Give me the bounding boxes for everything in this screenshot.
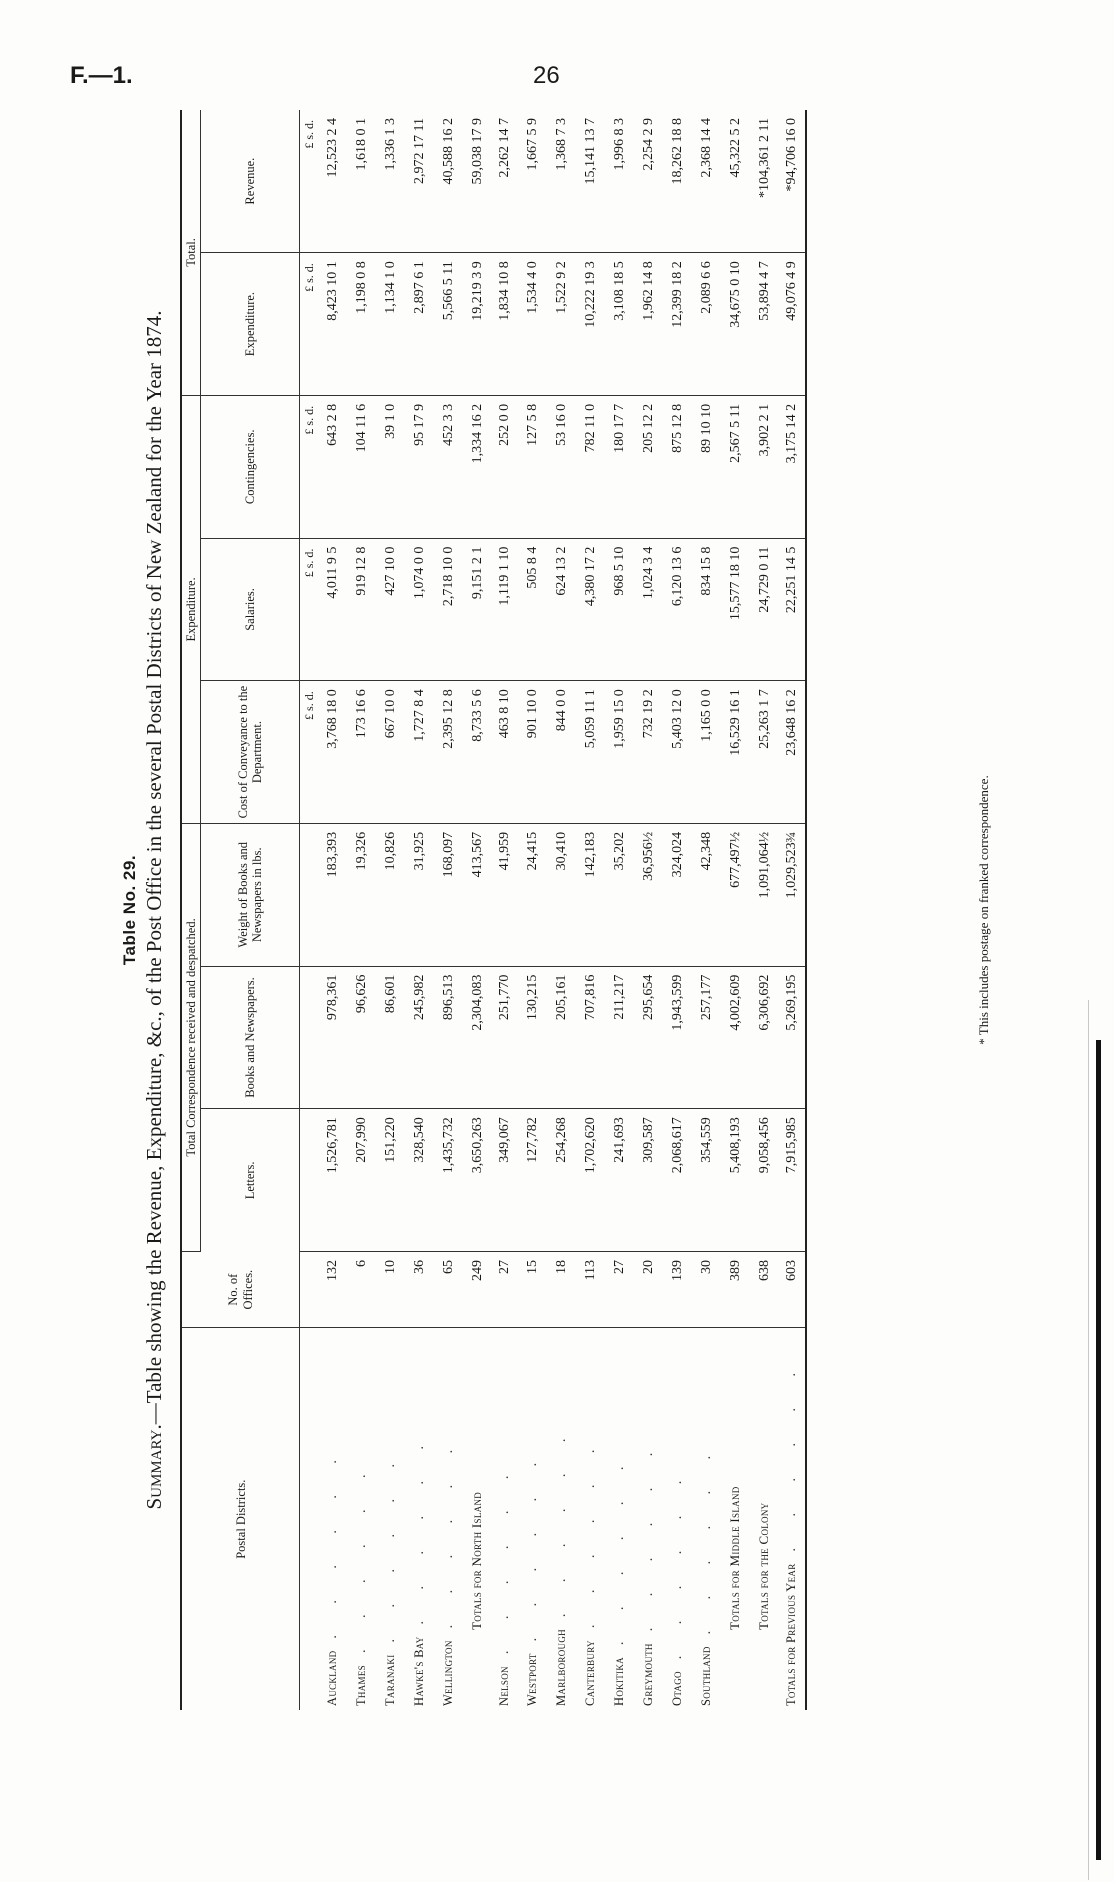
offices-cell: 15	[518, 1251, 547, 1327]
district-name: Wellington	[440, 1640, 455, 1706]
lsd-unit: £ s. d.	[300, 395, 319, 538]
header-expenditure-group: Expenditure.	[181, 395, 201, 823]
table-row	[547, 110, 576, 1710]
offices-cell: 30	[692, 1251, 721, 1327]
revenue-cell: 2,254 2 9	[634, 110, 663, 253]
contingencies-cell: 127 5 8	[518, 395, 547, 538]
salaries-cell: 2,718 10 0	[434, 538, 463, 681]
revenue-cell: 1,996 8 3	[605, 110, 634, 253]
district-name-cell	[547, 1328, 576, 1710]
contingencies-cell: 252 0 0	[492, 395, 518, 538]
leader-dots: . . . . . .	[497, 1461, 513, 1655]
contingencies-cell: 89 10 10	[692, 395, 721, 538]
expenditure-cell: 53,894 4 7	[750, 253, 779, 396]
books-cell: 295,654	[634, 966, 663, 1109]
table-row	[434, 110, 463, 1710]
expenditure-cell: 3,108 18 5	[605, 253, 634, 396]
letters-cell: 349,067	[492, 1109, 518, 1252]
weight-cell: 35,202	[605, 823, 634, 966]
district-name: Marlborough	[553, 1629, 568, 1706]
expenditure-cell: 1,834 10 8	[492, 253, 518, 396]
leader-dots: . . . . . .	[640, 1438, 656, 1632]
expenditure-cell: 2,897 6 1	[405, 253, 434, 396]
district-name: Totals for North Island	[469, 1491, 485, 1630]
document-code: F.—1.	[70, 62, 133, 89]
conveyance-cell: 901 10 0	[518, 681, 547, 824]
conveyance-cell: 5,059 11 1	[576, 681, 605, 824]
lsd-unit: £ s. d.	[300, 681, 319, 824]
district-name-cell	[347, 1328, 376, 1710]
expenditure-cell: 1,534 4 0	[518, 253, 547, 396]
revenue-cell: 45,322 5 2	[721, 110, 750, 253]
expenditure-cell: 5,566 5 11	[434, 253, 463, 396]
title-lead: Summary.	[142, 1424, 166, 1510]
letters-cell: 3,650,263	[463, 1109, 492, 1252]
weight-cell: 41,959	[492, 823, 518, 966]
conveyance-cell: 23,648 16 2	[779, 681, 806, 824]
district-name-cell	[692, 1328, 721, 1710]
weight-cell: 183,393	[318, 823, 347, 966]
contingencies-cell: 643 2 8	[318, 395, 347, 538]
revenue-cell: *104,361 2 11	[750, 110, 779, 253]
district-name: Hawke's Bay	[411, 1636, 426, 1706]
weight-cell: 36,956½	[634, 823, 663, 966]
weight-cell: 30,410	[547, 823, 576, 966]
district-name: Westport	[524, 1653, 539, 1706]
contingencies-cell: 104 11 6	[347, 395, 376, 538]
lsd-unit: £ s. d.	[300, 253, 319, 396]
contingencies-cell: 95 17 9	[405, 395, 434, 538]
salaries-cell: 1,074 0 0	[405, 538, 434, 681]
conveyance-cell: 8,733 5 6	[463, 681, 492, 824]
header-books: Books and Newspapers.	[201, 966, 300, 1109]
contingencies-cell: 782 11 0	[576, 395, 605, 538]
expenditure-cell: 2,089 6 6	[692, 253, 721, 396]
lsd-unit: £ s. d.	[300, 538, 319, 681]
conveyance-cell: 1,165 0 0	[692, 681, 721, 824]
rotated-table-block	[120, 110, 1000, 1710]
weight-cell: 324,024	[663, 823, 692, 966]
salaries-cell: 919 12 8	[347, 538, 376, 681]
header-conveyance: Cost of Conveyance to the Department.	[201, 681, 300, 824]
conveyance-cell: 16,529 16 1	[721, 681, 750, 824]
table-row	[518, 110, 547, 1710]
revenue-cell: 1,336 1 3	[376, 110, 405, 253]
scan-edge-line	[1096, 1040, 1101, 1860]
salaries-cell: 1,024 3 4	[634, 538, 663, 681]
revenue-cell: 1,368 7 3	[547, 110, 576, 253]
table-row	[779, 110, 806, 1710]
salaries-cell: 505 8 4	[518, 538, 547, 681]
salaries-cell: 9,151 2 1	[463, 538, 492, 681]
district-name-cell	[318, 1328, 347, 1710]
expenditure-cell: 49,076 4 9	[779, 253, 806, 396]
weight-cell: 1,091,064½	[750, 823, 779, 966]
books-cell: 257,177	[692, 966, 721, 1109]
leader-dots: . . . . . .	[698, 1441, 714, 1635]
offices-cell: 20	[634, 1251, 663, 1327]
district-name: Greymouth	[640, 1643, 655, 1706]
offices-cell: 249	[463, 1251, 492, 1327]
header-offices: No. of Offices.	[181, 1251, 300, 1327]
header-revenue: Revenue.	[201, 110, 300, 253]
conveyance-cell: 173 16 6	[347, 681, 376, 824]
scan-edge-shadow	[1088, 1000, 1089, 1880]
footnote: * This includes postage on franked correspondence.	[976, 775, 991, 1045]
header-letters: Letters.	[201, 1109, 300, 1252]
conveyance-cell: 844 0 0	[547, 681, 576, 824]
contingencies-cell: 3,902 2 1	[750, 395, 779, 538]
books-cell: 2,304,083	[463, 966, 492, 1109]
district-name: Nelson	[497, 1666, 512, 1706]
expenditure-cell: 1,198 0 8	[347, 253, 376, 396]
district-name-cell	[576, 1328, 605, 1710]
offices-cell: 139	[663, 1251, 692, 1327]
revenue-cell: 2,368 14 4	[692, 110, 721, 253]
district-name-cell	[492, 1328, 518, 1710]
offices-cell: 36	[405, 1251, 434, 1327]
weight-cell: 677,497½	[721, 823, 750, 966]
revenue-cell: 18,262 18 8	[663, 110, 692, 253]
district-name: Hokitika	[611, 1657, 626, 1706]
salaries-cell: 24,729 0 11	[750, 538, 779, 681]
contingencies-cell: 1,334 16 2	[463, 395, 492, 538]
weight-cell: 31,925	[405, 823, 434, 966]
salaries-cell: 6,120 13 6	[663, 538, 692, 681]
conveyance-cell: 463 8 10	[492, 681, 518, 824]
weight-cell: 142,183	[576, 823, 605, 966]
page-number: 26	[533, 62, 560, 89]
conveyance-cell: 667 10 0	[376, 681, 405, 824]
table-row	[692, 110, 721, 1710]
district-name-cell	[405, 1328, 434, 1710]
district-name-cell	[605, 1328, 634, 1710]
books-cell: 251,770	[492, 966, 518, 1109]
weight-cell: 413,567	[463, 823, 492, 966]
district-name-cell	[518, 1328, 547, 1710]
books-cell: 896,513	[434, 966, 463, 1109]
letters-cell: 1,435,732	[434, 1109, 463, 1252]
revenue-cell: 15,141 13 7	[576, 110, 605, 253]
leader-dots: . . . . . .	[784, 1358, 800, 1552]
contingencies-cell: 205 12 2	[634, 395, 663, 538]
expenditure-cell: 12,399 18 2	[663, 253, 692, 396]
district-name-cell	[750, 1328, 779, 1710]
books-cell: 6,306,692	[750, 966, 779, 1109]
expenditure-cell: 1,962 14 8	[634, 253, 663, 396]
header-weight: Weight of Books and Newspapers in lbs.	[201, 823, 300, 966]
table-row	[576, 110, 605, 1710]
letters-cell: 354,559	[692, 1109, 721, 1252]
letters-cell: 9,058,456	[750, 1109, 779, 1252]
conveyance-cell: 5,403 12 0	[663, 681, 692, 824]
totals-row	[463, 110, 492, 1710]
district-name: Auckland	[324, 1650, 339, 1706]
salaries-cell: 4,380 17 2	[576, 538, 605, 681]
leader-dots: . . . . . .	[324, 1446, 340, 1639]
offices-cell: 132	[318, 1251, 347, 1327]
offices-cell: 603	[779, 1251, 806, 1327]
header-total-group: Total.	[181, 110, 201, 395]
leader-dots: . . . . . .	[553, 1424, 569, 1618]
expenditure-cell: 8,423 10 1	[318, 253, 347, 396]
conveyance-cell: 1,727 8 4	[405, 681, 434, 824]
offices-cell: 18	[547, 1251, 576, 1327]
weight-cell: 1,029,523¾	[779, 823, 806, 966]
offices-cell: 27	[605, 1251, 634, 1327]
books-cell: 86,601	[376, 966, 405, 1109]
totals-row	[750, 110, 779, 1710]
letters-cell: 1,526,781	[318, 1109, 347, 1252]
books-cell: 205,161	[547, 966, 576, 1109]
header-postal-districts: Postal Districts.	[181, 1328, 300, 1710]
revenue-cell: 59,038 17 9	[463, 110, 492, 253]
salaries-cell: 4,011 9 5	[318, 538, 347, 681]
contingencies-cell: 875 12 8	[663, 395, 692, 538]
title-text: —Table showing the Revenue, Expenditure, &c., of the Post Office in the several Postal Districts of New Zealand for the Year 1874.	[142, 310, 166, 1425]
conveyance-cell: 25,263 1 7	[750, 681, 779, 824]
district-name: Totals for Previous Year	[784, 1563, 799, 1706]
district-name: Thames	[353, 1665, 368, 1706]
contingencies-cell: 2,567 5 11	[721, 395, 750, 538]
salaries-cell: 427 10 0	[376, 538, 405, 681]
contingencies-cell: 53 16 0	[547, 395, 576, 538]
letters-cell: 5,408,193	[721, 1109, 750, 1252]
revenue-cell: 40,588 16 2	[434, 110, 463, 253]
table-row	[376, 110, 405, 1710]
letters-cell: 151,220	[376, 1109, 405, 1252]
letters-cell: 7,915,985	[779, 1109, 806, 1252]
letters-cell: 309,587	[634, 1109, 663, 1252]
expenditure-cell: 10,222 19 3	[576, 253, 605, 396]
letters-cell: 328,540	[405, 1109, 434, 1252]
table-row	[492, 110, 518, 1710]
expenditure-cell: 19,219 3 9	[463, 253, 492, 396]
books-cell: 245,982	[405, 966, 434, 1109]
salaries-cell: 968 5 10	[605, 538, 634, 681]
letters-cell: 127,782	[518, 1109, 547, 1252]
offices-cell: 65	[434, 1251, 463, 1327]
district-name-cell	[463, 1328, 492, 1710]
leader-dots: . . . . . .	[382, 1449, 398, 1643]
district-name: Southland	[698, 1646, 713, 1706]
table-row	[663, 110, 692, 1710]
header-contingencies: Contingencies.	[201, 395, 300, 538]
letters-cell: 207,990	[347, 1109, 376, 1252]
leader-dots: . . . . . .	[611, 1452, 627, 1646]
currency-units-row	[300, 110, 319, 1710]
leader-dots: . . . . . .	[411, 1432, 427, 1625]
revenue-cell: 1,667 5 9	[518, 110, 547, 253]
salaries-cell: 15,577 18 10	[721, 538, 750, 681]
conveyance-cell: 1,959 15 0	[605, 681, 634, 824]
letters-cell: 1,702,620	[576, 1109, 605, 1252]
district-name: Canterbury	[582, 1640, 597, 1706]
district-name-cell	[634, 1328, 663, 1710]
books-cell: 1,943,599	[663, 966, 692, 1109]
weight-cell: 24,415	[518, 823, 547, 966]
books-cell: 130,215	[518, 966, 547, 1109]
books-cell: 96,626	[347, 966, 376, 1109]
weight-cell: 10,826	[376, 823, 405, 966]
revenue-cell: 12,523 2 4	[318, 110, 347, 253]
leader-dots: . . . . . .	[353, 1460, 369, 1654]
revenue-cell: 1,618 0 1	[347, 110, 376, 253]
contingencies-cell: 452 3 3	[434, 395, 463, 538]
books-cell: 5,269,195	[779, 966, 806, 1109]
table-row	[405, 110, 434, 1710]
weight-cell: 42,348	[692, 823, 721, 966]
revenue-cell: 2,972 17 11	[405, 110, 434, 253]
totals-row	[721, 110, 750, 1710]
offices-cell: 638	[750, 1251, 779, 1327]
leader-dots: . . . . . .	[582, 1435, 598, 1629]
lsd-unit: £ s. d.	[300, 110, 319, 253]
contingencies-cell: 39 1 0	[376, 395, 405, 538]
district-name: Totals for Middle Island	[727, 1486, 743, 1630]
district-name-cell	[779, 1328, 806, 1710]
books-cell: 707,816	[576, 966, 605, 1109]
table-row	[347, 110, 376, 1710]
offices-cell: 389	[721, 1251, 750, 1327]
salaries-cell: 624 13 2	[547, 538, 576, 681]
summary-table	[180, 110, 807, 1710]
leader-dots: . . . . . .	[524, 1448, 540, 1642]
salaries-cell: 22,251 14 5	[779, 538, 806, 681]
revenue-cell: *94,706 16 0	[779, 110, 806, 253]
district-name: Taranaki	[382, 1654, 397, 1706]
letters-cell: 241,693	[605, 1109, 634, 1252]
letters-cell: 2,068,617	[663, 1109, 692, 1252]
expenditure-cell: 1,134 1 0	[376, 253, 405, 396]
offices-cell: 6	[347, 1251, 376, 1327]
table-title	[142, 110, 167, 1710]
contingencies-cell: 3,175 14 2	[779, 395, 806, 538]
table-row	[318, 110, 347, 1710]
offices-cell: 10	[376, 1251, 405, 1327]
conveyance-cell: 3,768 18 0	[318, 681, 347, 824]
contingencies-cell: 180 17 7	[605, 395, 634, 538]
header-expenditure: Expenditure.	[201, 253, 300, 396]
conveyance-cell: 732 19 2	[634, 681, 663, 824]
district-name: Otago	[669, 1671, 684, 1706]
expenditure-cell: 34,675 0 10	[721, 253, 750, 396]
leader-dots: . . . . . .	[669, 1466, 685, 1660]
books-cell: 4,002,609	[721, 966, 750, 1109]
table-row	[605, 110, 634, 1710]
offices-cell: 27	[492, 1251, 518, 1327]
expenditure-cell: 1,522 9 2	[547, 253, 576, 396]
table-row	[634, 110, 663, 1710]
weight-cell: 19,326	[347, 823, 376, 966]
header-correspondence-group: Total Correspondence received and despatched.	[181, 823, 201, 1251]
salaries-cell: 834 15 8	[692, 538, 721, 681]
conveyance-cell: 2,395 12 8	[434, 681, 463, 824]
district-name-cell	[721, 1328, 750, 1710]
district-name-cell	[434, 1328, 463, 1710]
district-name: Totals for the Colony	[756, 1502, 772, 1630]
weight-cell: 168,097	[434, 823, 463, 966]
table-number: Table No. 29.	[120, 854, 139, 966]
offices-cell: 113	[576, 1251, 605, 1327]
letters-cell: 254,268	[547, 1109, 576, 1252]
revenue-cell: 2,262 14 7	[492, 110, 518, 253]
district-name-cell	[376, 1328, 405, 1710]
salaries-cell: 1,119 1 10	[492, 538, 518, 681]
district-name-cell	[663, 1328, 692, 1710]
header-salaries: Salaries.	[201, 538, 300, 681]
leader-dots: . . . . . .	[440, 1435, 456, 1629]
books-cell: 211,217	[605, 966, 634, 1109]
books-cell: 978,361	[318, 966, 347, 1109]
